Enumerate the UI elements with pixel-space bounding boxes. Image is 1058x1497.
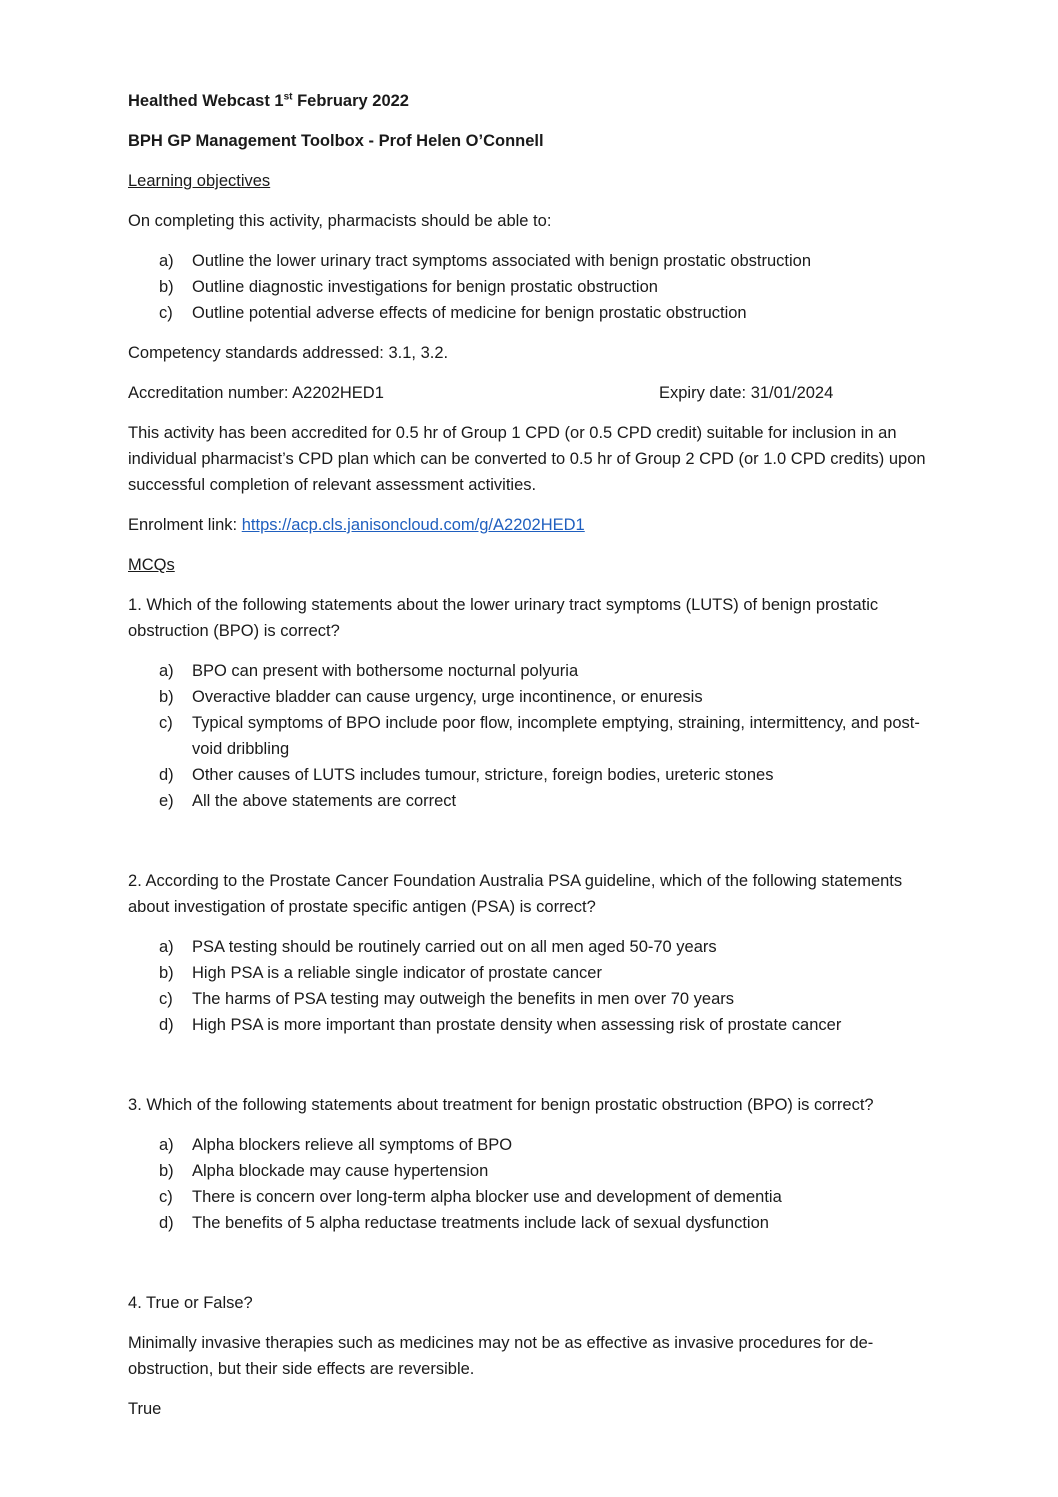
list-item: [128, 934, 938, 960]
option-label: d): [159, 1016, 174, 1034]
option-text: There is concern over long-term alpha blocker use and development of dementia: [192, 1188, 782, 1206]
title-superscript: st: [283, 91, 293, 103]
question-text: . According to the Prostate Cancer Foundation Australia PSA guideline, which of the following statements about investigation of prostate specific antigen (PSA) is correct?: [128, 872, 903, 916]
question-number: 4: [128, 1294, 138, 1312]
list-item: [128, 788, 938, 814]
option-text: Outline potential adverse effects of medicine for benign prostatic obstruction: [192, 304, 747, 322]
question-2: [128, 868, 938, 920]
option-label: c): [159, 990, 173, 1008]
objectives-heading: Learning objectives: [128, 172, 271, 190]
list-item: [128, 762, 938, 788]
option-text: All the above statements are correct: [192, 792, 457, 810]
question-4: [128, 1290, 938, 1316]
option-label: b): [159, 964, 174, 982]
enrolment-link[interactable]: https://acp.cls.janisoncloud.com/g/A2202HED1: [241, 516, 585, 534]
list-item: [128, 1158, 938, 1184]
option-text: High PSA is more important than prostate density when assessing risk of prostate cancer: [192, 1016, 842, 1034]
option-text: PSA testing should be routinely carried out on all men aged 50-70 years: [192, 938, 717, 956]
option-text: Outline diagnostic investigations for benign prostatic obstruction: [192, 278, 658, 296]
option-label: d): [159, 766, 174, 784]
option-text: The harms of PSA testing may outweigh the benefits in men over 70 years: [192, 990, 735, 1008]
option-text: Outline the lower urinary tract symptoms associated with benign prostatic obstruction: [192, 252, 812, 270]
accreditation-row: [128, 380, 938, 406]
accreditation-number: Accreditation number: A2202HED1: [128, 384, 384, 402]
option-label: a): [159, 662, 174, 680]
option-label: a): [159, 252, 174, 270]
question-3-options: [128, 1132, 938, 1236]
list-item: [128, 248, 938, 274]
question-number: 3: [128, 1096, 138, 1114]
option-label: e): [159, 792, 174, 810]
option-text: Overactive bladder can cause urgency, urge incontinence, or enuresis: [192, 688, 703, 706]
option-label: c): [159, 1188, 173, 1206]
document-content: [128, 88, 938, 1422]
question-number: 2: [128, 872, 138, 890]
enrolment-label: Enrolment link:: [128, 516, 242, 534]
list-item: [128, 1012, 938, 1038]
question-3: [128, 1092, 938, 1118]
option-label: b): [159, 688, 174, 706]
title-main: Healthed Webcast 1: [128, 92, 284, 110]
list-item: [128, 658, 938, 684]
option-text: High PSA is a reliable single indicator of prostate cancer: [192, 964, 602, 982]
option-label: c): [159, 714, 173, 732]
question-text: . Which of the following statements about treatment for benign prostatic obstruction (BPO) is correct?: [137, 1096, 874, 1114]
objectives-intro: On completing this activity, pharmacists should be able to:: [128, 212, 552, 230]
list-item: [128, 1184, 938, 1210]
question-2-options: [128, 934, 938, 1038]
list-item: [128, 710, 938, 762]
question-4-answer: True: [128, 1400, 162, 1418]
option-text: Alpha blockers relieve all symptoms of BPO: [192, 1136, 513, 1154]
option-text: Typical symptoms of BPO include poor flow, incomplete emptying, straining, intermittency, and post-void dribbling: [192, 714, 920, 758]
option-label: b): [159, 278, 174, 296]
option-label: a): [159, 938, 174, 956]
question-text: . True or False?: [137, 1294, 253, 1312]
option-label: c): [159, 304, 173, 322]
list-item: [128, 1132, 938, 1158]
mcqs-heading: MCQs: [128, 556, 175, 574]
objectives-list: [128, 248, 938, 326]
option-text: Alpha blockade may cause hypertension: [192, 1162, 489, 1180]
document-subtitle: BPH GP Management Toolbox - Prof Helen O’Connell: [128, 132, 544, 150]
competency-standards: Competency standards addressed: 3.1, 3.2.: [128, 344, 449, 362]
option-text: BPO can present with bothersome nocturnal polyuria: [192, 662, 579, 680]
list-item: [128, 986, 938, 1012]
question-1-options: [128, 658, 938, 814]
document-title: [128, 88, 938, 114]
question-4-statement: Minimally invasive therapies such as medicines may not be as effective as invasive procedures for de-obstruction, but their side effects are reversible.: [128, 1334, 874, 1378]
list-item: [128, 274, 938, 300]
list-item: [128, 1210, 938, 1236]
accreditation-description: This activity has been accredited for 0.5 hr of Group 1 CPD (or 0.5 CPD credit) suitable for inclusion in an individual pharmacist’s CPD plan which can be converted to 0.5 hr of Group 2 CPD (or 1.0 CPD credits) upon successful completion of relevant assessment activities.: [128, 424, 926, 494]
expiry-date: Expiry date: 31/01/2024: [659, 384, 834, 402]
question-1: [128, 592, 938, 644]
option-text: The benefits of 5 alpha reductase treatments include lack of sexual dysfunction: [192, 1214, 769, 1232]
question-text: . Which of the following statements about the lower urinary tract symptoms (LUTS) of benign prostatic obstruction (BPO) is correct?: [128, 596, 879, 640]
list-item: [128, 960, 938, 986]
option-text: Other causes of LUTS includes tumour, stricture, foreign bodies, ureteric stones: [192, 766, 774, 784]
option-label: a): [159, 1136, 174, 1154]
title-rest: February 2022: [292, 92, 409, 110]
option-label: d): [159, 1214, 174, 1232]
enrolment-line: [128, 512, 938, 538]
option-label: b): [159, 1162, 174, 1180]
list-item: [128, 300, 938, 326]
question-number: 1: [128, 596, 138, 614]
list-item: [128, 684, 938, 710]
